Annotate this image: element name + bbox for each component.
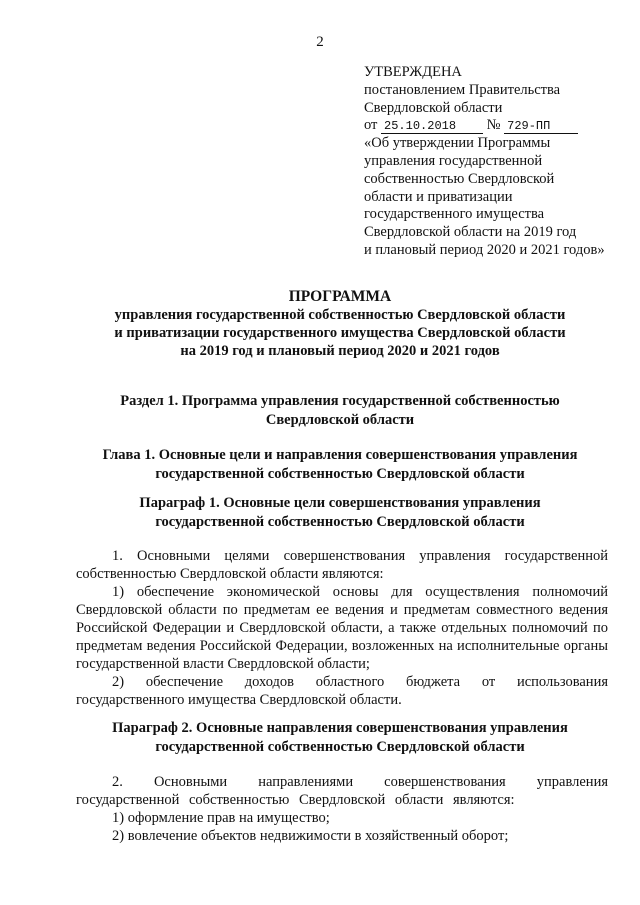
clause-1-item-2: 2) обеспечение доходов областного бюджета от использования государственного имущества Свердловской области. — [76, 674, 608, 708]
approval-title-line: «Об утверждении Программы — [364, 135, 551, 152]
paragraph-heading-line: Параграф 2. Основные направления совершенствования управления — [112, 720, 568, 736]
section-heading-line: Свердловской области — [265, 412, 415, 428]
clause-2-item-1: 1) оформление прав на имущество; — [112, 810, 330, 826]
chapter-heading-line: государственной собственностью Свердловской области — [155, 466, 525, 482]
subtitle-line: на 2019 год и плановый период 2020 и 2021 годов — [180, 343, 500, 359]
paragraph-heading-line: Параграф 1. Основные цели совершенствования управления — [139, 495, 541, 511]
clause-2-item-2: 2) вовлечение объектов недвижимости в хозяйственный оборот; — [112, 828, 509, 844]
clause-1-item-1: 1) обеспечение экономической основы для осуществления полномочий Свердловской области по предметам ее ведения и предметам совместного ведения Российской Федерации и Свердловской области, а также отдельных полномочий по предметам ведения Российской Федерации, возложенных на исполнительные органы государственной власти Свердловской области; — [76, 584, 608, 672]
approval-title-line: государственного имущества — [364, 206, 545, 223]
paragraph-heading-line: государственной собственностью Свердловской области — [155, 739, 525, 755]
approval-line: постановлением Правительства — [364, 81, 561, 98]
approval-title-line: управления государственной — [364, 152, 543, 169]
approval-title-line: Свердловской области на 2019 год — [364, 224, 577, 241]
section-heading — [60, 392, 620, 430]
approval-date-line — [364, 117, 634, 135]
approval-title-line: собственностью Свердловской — [364, 170, 555, 187]
date-prefix: от — [364, 117, 378, 134]
number-prefix: № — [486, 117, 501, 134]
chapter-heading — [60, 446, 620, 484]
paragraph-1-heading — [60, 494, 620, 532]
approval-title-line: и плановый период 2020 и 2021 годов» — [364, 241, 605, 258]
section-heading-line: Раздел 1. Программа управления государственной собственностью — [120, 393, 560, 409]
paragraph-heading-line: государственной собственностью Свердловской области — [155, 514, 525, 530]
clause-2: 2. Основными направлениями совершенствования управления государственной собственностью Свердловской области являются: — [76, 774, 608, 808]
subtitle-line: и приватизации государственного имущества Свердловской области — [114, 325, 566, 341]
clause-1: 1. Основными целями совершенствования управления государственной собственностью Свердловской области являются: — [76, 548, 608, 582]
program-title: ПРОГРАММА — [288, 288, 392, 305]
subtitle-line: управления государственной собственностью Свердловской области — [114, 307, 566, 323]
chapter-heading-line: Глава 1. Основные цели и направления совершенствования управления — [102, 447, 578, 463]
page-number: 2 — [316, 34, 324, 50]
approval-date: 25.10.2018 — [381, 119, 483, 134]
approval-title-line: области и приватизации — [364, 188, 513, 205]
approval-line: Свердловской области — [364, 99, 503, 116]
paragraph-2-heading — [60, 719, 620, 757]
approval-block — [364, 64, 634, 260]
approval-number: 729-ПП — [504, 119, 578, 134]
approval-heading: УТВЕРЖДЕНА — [364, 64, 462, 80]
program-subtitle — [60, 306, 620, 360]
